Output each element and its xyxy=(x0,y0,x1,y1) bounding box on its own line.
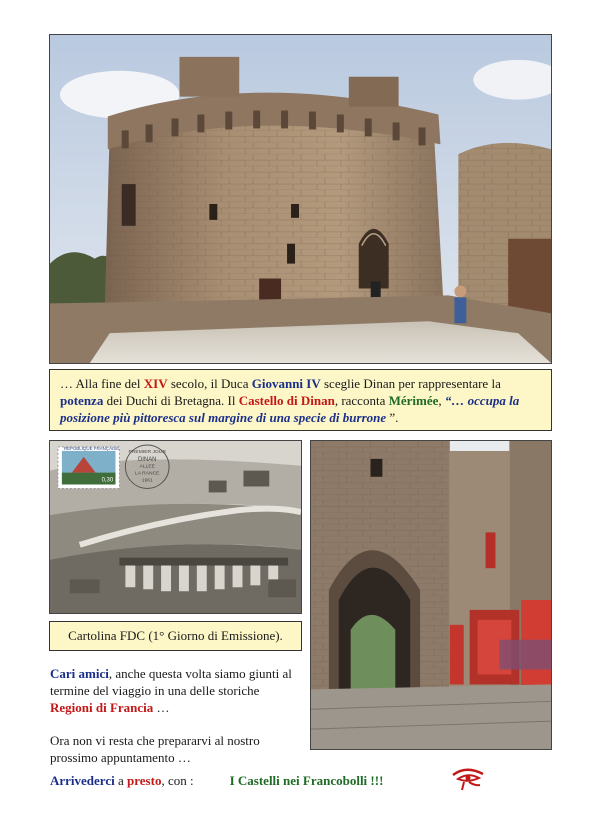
closing-text-1 xyxy=(50,665,302,716)
closing-text-2: Ora non vi resta che prepararvi al nostro prossimo appuntamento … xyxy=(50,733,260,765)
intro-text-7: ”. xyxy=(389,410,399,425)
fdc-postcard xyxy=(49,440,302,614)
merimee-quote: “… occupa la posizione più pittoresca sul margine di una specie di burrone xyxy=(60,393,520,425)
castle-highlight: Castello di Dinan xyxy=(238,393,335,408)
power-highlight: potenza xyxy=(60,393,104,408)
regions-highlight: Regioni di Francia xyxy=(50,700,154,715)
intro-caption xyxy=(49,369,552,431)
intro-text-6: , xyxy=(438,393,445,408)
postmark-line-3: ALLEE xyxy=(139,464,155,470)
intro-text-3: sceglie Dinan per rappresentare la xyxy=(320,376,501,391)
intro-text-1: … Alla fine del xyxy=(60,376,144,391)
stamp-country: REPUBLIQUE FRANÇAISE xyxy=(63,445,120,451)
century-highlight: XIV xyxy=(143,376,168,391)
intro-text-4: dei Duchi di Bretagna. Il xyxy=(103,393,239,408)
friends-highlight: Cari amici xyxy=(50,666,109,681)
closing-ellipsis: … xyxy=(153,700,170,715)
castle-gate-illustration xyxy=(311,441,551,749)
postcard-illustration xyxy=(50,441,301,613)
goodbye-highlight: Arrivederci xyxy=(50,773,115,788)
postmark-line-5: 1961 xyxy=(141,478,153,484)
series-title: I Castelli nei Francobolli !!! xyxy=(229,773,384,788)
closing-paragraph xyxy=(50,665,302,766)
fdc-caption: Cartolina FDC (1° Giorno di Emissione). xyxy=(49,621,302,651)
castle-keep-illustration xyxy=(50,35,551,363)
eye-of-horus-logo-icon xyxy=(450,766,486,792)
intro-text-2: secolo, il Duca xyxy=(167,376,252,391)
postmark-line-2: DINAN xyxy=(137,456,157,463)
author-highlight: Mérimée xyxy=(388,393,439,408)
signoff-a: a xyxy=(114,773,128,788)
soon-highlight: presto xyxy=(127,773,162,788)
closing-body: , anche questa volta siamo giunti al termine del viaggio in una delle storiche xyxy=(50,666,292,698)
castle-keep-photo xyxy=(49,34,552,364)
postmark-line-1: PREMIER JOUR xyxy=(128,449,166,455)
stamp-value: 0,30 xyxy=(101,477,114,484)
postmark-line-4: LA RANCE xyxy=(134,471,160,477)
intro-text-5: , racconta xyxy=(334,393,389,408)
duke-highlight: Giovanni IV xyxy=(251,376,321,391)
signoff-line xyxy=(50,772,450,789)
castle-gate-photo xyxy=(310,440,552,750)
signoff-with: , con : xyxy=(161,773,194,788)
